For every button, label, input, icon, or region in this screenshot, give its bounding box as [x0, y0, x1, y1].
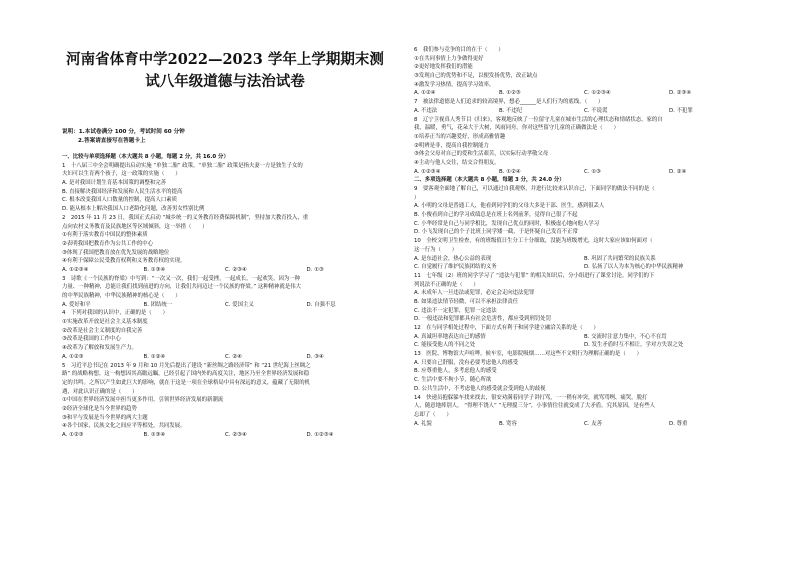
question-line: 这一行为（ ） — [414, 246, 458, 253]
note-line: 2.答案请直接写在答题卡上 — [78, 138, 146, 144]
option-text: B. ①②④ — [143, 353, 166, 360]
question-line: ④各个国家，民族文化之间应平等相处，共同发展。 — [62, 423, 186, 430]
question-line: ③和平与发展是当今世界的两大主题 — [62, 414, 148, 421]
question-line: ①有利于落实教育中国民的整体素质 — [62, 232, 148, 239]
question-line: 12 在与同学相处过程中，下面方式有利于和同学建立融洽关系的是（ ） — [414, 325, 599, 331]
question-line: ③发现自己的优势和不足，以便发扬优势，改正缺点 — [414, 73, 538, 80]
question-line: 的中华民族精神，中华民族精神的核心是（ ） — [62, 293, 181, 299]
question-line: 2 2015 年 11 月 23 日，我国正式启动 “城乡统一的义务教育经费保障机制”，坚持加大教育投入，重 — [62, 214, 309, 221]
exam-title-line1: 河南省体育中学2022—2023 学年上学期期末测 — [66, 51, 384, 68]
question-line: D. 公共生活中，不考虑他人的感受就会受到他人的歧视 — [414, 385, 546, 392]
option-text: D. ③④ — [306, 353, 324, 360]
options-row — [62, 431, 388, 440]
question-line: 10 全校文明卫生检查，有的班级值日生分工十分细致，没能为班级增光，这时大家应该如何面对（ — [414, 238, 653, 245]
option-text: D. ①③ — [306, 266, 324, 273]
option-text: A. 不违法 — [414, 107, 438, 114]
options-row — [62, 266, 388, 275]
options-row — [414, 333, 754, 342]
question-line: 8 辽宁卫视真人秀节目《归来》，客观地反映了一位留守儿童在城市生活的心理状态和情绪状态，家的自 — [414, 116, 663, 123]
question-line: 13 医院、博物馆大声喧哗，候车室，电影院吸烟……对这些不文明行为理解正确的是（ ） — [414, 351, 642, 358]
question-line: D. 小飞发现自己的个子比班上同学矮一截，于是怀疑自己发育不正常 — [414, 229, 578, 236]
section-heading: 二、多项选择题（本大题共 8 小题，每题 3 分，共 24.0 分） — [414, 177, 565, 184]
note-line: 说明：1.本试卷满分 100 分，考试时间 60 分钟 — [62, 129, 185, 135]
option-text: B. ①③④ — [143, 432, 166, 438]
option-text: D. ②③④ — [669, 90, 692, 97]
option-text: D. 发生矛盾时互不相让，学对方失误之处 — [584, 342, 684, 349]
question-line: B. 如果违法情节轻微，可以不承担法律责任 — [414, 298, 519, 305]
option-text: A. ①②③④ — [62, 266, 89, 273]
question-line: 6 我们参与竞争的目的在于（ ） — [414, 47, 504, 53]
question-line: 9 要客观全面地了解自己，可以通过自我观察，并进行比较来认识自己，下面同学的做法不同的是（ — [414, 186, 655, 192]
option-text: A. ①②③④ — [414, 168, 441, 175]
question-line: ①培养正当的兴趣爱好，形成高雅情趣 — [414, 133, 506, 140]
option-text: C. 能接受他人的不同之处 — [414, 342, 476, 349]
option-text: B. ①②④ — [499, 168, 521, 175]
option-text: A. ①②③ — [62, 353, 84, 360]
option-text: A. ①②④ — [414, 90, 436, 97]
option-text: B. 交流时注意力集中，不心不在焉 — [584, 333, 667, 340]
left-column — [62, 0, 388, 562]
question-line: C. 生活中要不拘小节，随心所欲 — [414, 377, 492, 384]
option-text: C. ②③④ — [225, 266, 247, 273]
question-line: 11 七年级（2）班的同学学习了 “违法与犯罪” 的相关知识后，分小组进行了课堂讨论。同学们的下 — [414, 272, 655, 279]
question-line: 夫妇可以生育两个孩子，这一政策的实施（ ） — [62, 171, 181, 178]
question-line: D. 一般违法和犯罪都具有社会危害性，都应受到刑罚处罚 — [414, 316, 551, 323]
question-line: ②表明我国把教育作为公共工作的中心 — [62, 240, 154, 247]
question-line: 列说法不正确的是（ ） — [414, 281, 479, 288]
question-line: ④主动与他人交往，结交合得朋友。 — [414, 159, 500, 166]
question-line: ③改革是我国的工作中心 — [62, 336, 121, 343]
question-line: 7 被法律道德是人们追求的较高境界，想必______是人们行为的底线。（ ） — [414, 99, 604, 106]
option-text: D. ①②③④ — [306, 432, 334, 438]
question-line: 定的共鸣。之所以产生如此巨大的影响，就在于这是一项在全球格局中具有深远的意义，蕴藏了无限的机 — [62, 379, 310, 386]
options-row — [414, 107, 754, 116]
question-line: 5 习近平总书记在 2013 年 9 月和 10 月先后提出了建设 “新丝绸之路经济带” 和 “21 世纪海上丝绸之 — [62, 362, 311, 369]
question-line: C. 根本改变我国人口数量的控制，提高人口素质 — [62, 197, 178, 204]
option-text: B. 不违纪 — [499, 107, 523, 114]
question-line: A. 小明的父母是普通工人，他看到同学们的父母大多是干部、医生，感到很丢人 — [414, 203, 605, 210]
left-questions — [62, 153, 388, 440]
right-questions — [414, 46, 754, 428]
option-text: D. 弘扬了以人为本为核心的中华民族精神 — [584, 264, 684, 271]
question-line: ①实施改革开放是社会主义基本制度 — [62, 319, 148, 326]
option-text: B. 巩固了共同繁荣的民族关系 — [584, 255, 656, 262]
option-text: C. ②④ — [225, 353, 242, 360]
options-row — [414, 341, 754, 350]
option-text: B. 宽容 — [499, 420, 517, 427]
question-line: D. 能从根本上解决我国人口老龄化问题，改善男女性别比例 — [62, 206, 205, 213]
question-line: 遇，对此认识正确的是（ ） — [62, 388, 138, 395]
options-row — [414, 255, 754, 264]
question-line: 3 诗歌《一个民族的脊梁》中写到：“一次又一次，我们一起受挫，一起成长，一起欢笑。因为一种 — [62, 275, 301, 282]
question-line: 我，温暖，勇气，花朵大于大树，风雨同舟。你对这些留守儿童的正确做法是（ ） — [414, 125, 619, 132]
option-text: A. ①②③ — [62, 432, 84, 438]
question-line: 1 十八届三中全会明确提出启动实施 “单独二胎” 政策。“单独二胎” 政策是指夫妻一方是独生子女的 — [62, 162, 303, 169]
question-line: ①在共同事情上力争做得更好 — [414, 55, 484, 62]
options-row — [414, 263, 754, 272]
option-text: D. 尊重 — [669, 420, 688, 427]
question-line: B. 应尊重他人，多考虑他人的感受 — [414, 368, 497, 375]
section-heading: 一、比较与单项选择题（本大题共 8 小题，每题 2 分，共 16.0 分） — [62, 154, 229, 160]
option-text: C. ①③ — [584, 168, 601, 175]
right-column — [414, 0, 754, 562]
question-line: ④有利于保障公民受教育权利和义务教育权的实现。 — [62, 258, 186, 265]
question-line: ④改革为了解放和发展生产力。 — [62, 345, 137, 352]
option-text: C. 自觉履行了维护民族团结的义务 — [414, 264, 497, 271]
options-row — [414, 420, 754, 429]
option-text: B. ①③④ — [143, 266, 166, 273]
question-line: 点向农村义务教育及民族地区等区域倾斜，这一举措（ ） — [62, 223, 208, 230]
question-line: A. 是对我国计划生育基本国策的调整和完善 — [62, 180, 167, 187]
question-line: ②改革是社会主义制度的自我完善 — [62, 327, 143, 334]
question-line: 14 快递员抱躲躲车找来找去，很安劝满着同学子讲打骂，一一稍有冲突，就骂骂咧、痛哭，脱打 — [414, 394, 648, 401]
question-line: C. 违法不一定犯罪，犯罪一定违法 — [414, 307, 497, 314]
question-line: A. 只要自己舒服，没有必要考虑他人的感受 — [414, 359, 519, 366]
question-line: B. 小俊看到自己的学习成绩总是在班上名列前茅，觉得自己很了不起 — [414, 212, 578, 219]
option-text: B. 团结统一 — [143, 301, 173, 308]
option-text: D. 自强不息 — [306, 301, 336, 308]
question-line: ②更好地发挥我们的潜能 — [414, 64, 473, 71]
question-line: 力量、一种精神，总能让我们找到前进的方向，让我们共同迈过一个民族的脊梁。” 这种精神就是伟大 — [62, 284, 301, 291]
option-text: C. 不说谎 — [584, 107, 608, 114]
question-line: ） — [414, 194, 420, 201]
question-line: ②明辨是非，提高自我控制能力 — [414, 142, 489, 149]
option-text: C. ②③④ — [225, 432, 247, 438]
question-line: ①中国在世界经济发展中担当更多作用，引领世界经济发展的新潮流 — [62, 397, 224, 404]
question-line: 4 下列对我国的认识中，正确的是（ ） — [62, 310, 168, 317]
question-line: C. 小华经常是自己与同学相比，发现自己优点的同时，积极虚心地向他人学习 — [414, 220, 600, 227]
question-line: 人，随意地摔别人。 “得理不饶人” “无理搅三分”，小事情往往就变成了大矛盾。究其原因，是有些人 — [414, 403, 656, 410]
option-text: D. ②④ — [669, 168, 687, 175]
option-text: C. ①②③④ — [584, 90, 611, 97]
question-line: 路” 的战略构想。这一构想因其高瞻远瞩，已经引起了国内外的高度关注，地区乃至全世界经济发展和稳 — [62, 371, 310, 378]
option-text: A. 礼貌 — [414, 420, 432, 427]
option-text: B. ①②③ — [499, 90, 521, 97]
option-text: A. 是东道社会，热心公益的表现 — [414, 255, 492, 262]
question-line: B. 直接解决我国经济和发展和人民生活水平的提高 — [62, 188, 183, 195]
options-row — [414, 89, 754, 98]
option-text: A. 爱好和平 — [62, 301, 91, 308]
exam-title-line2: 试八年级道德与法治试卷 — [145, 73, 305, 90]
question-line: ③体现了我国把教育放在优先发展的战略地位 — [62, 249, 170, 256]
question-line: 忘却了（ ） — [414, 411, 452, 418]
options-row — [62, 301, 388, 310]
exam-notes — [62, 128, 388, 146]
option-text: A. 真诚坦率地表达自己的感情 — [414, 333, 486, 340]
option-text: C. 爱国主义 — [225, 301, 254, 308]
options-row — [62, 353, 388, 362]
question-line: ③体会父母对自己的爱和生活艰苦，以实际行动孝敬父母 — [414, 151, 549, 158]
option-text: C. 友善 — [584, 420, 602, 427]
option-text: D. 不犯罪 — [669, 107, 693, 114]
question-line: A. 未成年人一旦违法或犯罪，必定会走向违法犯罪 — [414, 290, 535, 297]
question-line: ④激发学习热情，提高学习效率。 — [414, 81, 495, 88]
question-line: ②经济全球化是当今世界的趋势 — [62, 405, 137, 412]
options-row — [414, 168, 754, 177]
